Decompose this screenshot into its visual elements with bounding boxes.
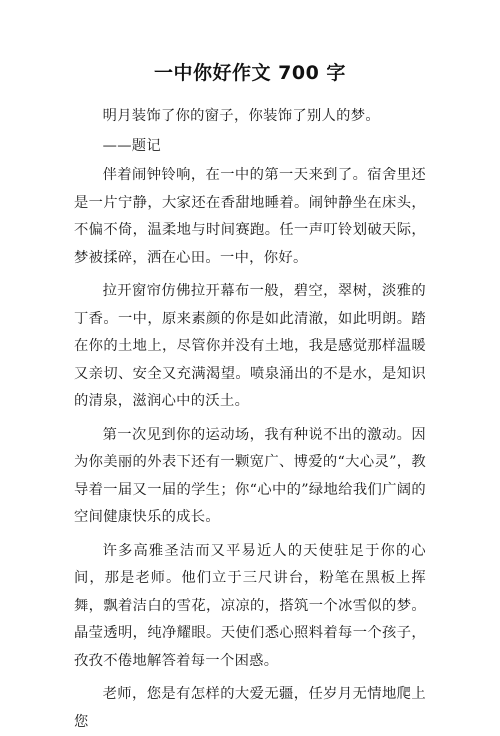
body-paragraph: 拉开窗帘仿佛拉开幕布一般，碧空，翠树，淡雅的丁香。一中，原来素颜的你是如此清澈，如此明朗。踏在你的土地上，尽管你并没有土地，我是感觉那样温暖又亲切、安全又充满渴望。喷泉涌出的不是水，是知识的清泉，滋润心中的沃土。 bbox=[74, 283, 426, 409]
body-paragraph: 第一次见到你的运动场，我有种说不出的激动。因为你美丽的外表下还有一颗宽广、博爱的“大心灵”，教导着一届又一届的学生；你“心中的”绿地给我们广阔的空间健康快乐的成长。 bbox=[74, 426, 426, 525]
body-paragraph: 许多高雅圣洁而又平易近人的天使驻足于你的心间，那是老师。他们立于三尺讲台，粉笔在黑板上挥舞，飘着洁白的雪花，凉凉的，搭筑一个冰雪似的梦。晶莹透明，纯净耀眼。天使们悉心照料着每一个孩子，孜孜不倦地解答着每一个困惑。 bbox=[74, 542, 426, 669]
page-title: 一中你好作文 700 字 bbox=[154, 62, 346, 84]
epigraph-attribution: ——题记 bbox=[102, 137, 161, 154]
body-paragraph: 伴着闹钟铃响，在一中的第一天来到了。宿舍里还是一片宁静，大家还在香甜地睡着。闹钟静坐在床头，不偏不倚，温柔地与时间赛跑。任一声叮铃划破天际，梦被揉碎，洒在心田。一中，你好。 bbox=[74, 167, 426, 266]
body-paragraph: 老师，您是有怎样的大爱无疆，任岁月无情地爬上您 bbox=[74, 686, 426, 730]
epigraph: 明月装饰了你的窗子，你装饰了别人的梦。 bbox=[102, 108, 380, 124]
